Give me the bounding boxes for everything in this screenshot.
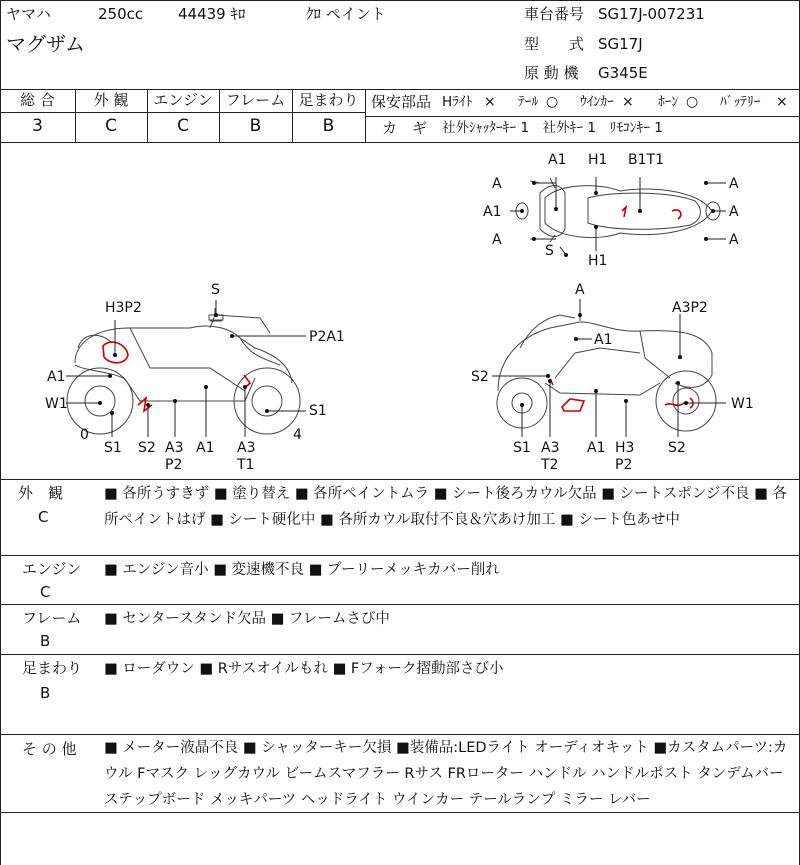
section-label-engine: エンジン	[22, 560, 82, 578]
security-mark-winker: ×	[622, 94, 634, 110]
security-mark-battery: ×	[776, 94, 788, 110]
top-label-a-right-upper: A	[729, 176, 739, 192]
section-grade-frame: B	[40, 632, 51, 650]
top-label-a-right-lower: A	[729, 232, 739, 248]
damage-diagram	[0, 143, 800, 479]
grade-label-engine: エンジン	[153, 91, 213, 109]
damage-mark-right-step	[562, 399, 584, 411]
left-view-scooter	[67, 308, 300, 434]
right-label-a1: A1	[594, 332, 613, 348]
section-grade-suspension: B	[40, 684, 51, 702]
section-grade-exterior: C	[38, 508, 49, 526]
left-label-zero: 0	[80, 427, 89, 443]
frame-no: SG17J-007231	[598, 5, 705, 23]
security-item-tail: ﾃｰﾙ	[518, 94, 539, 110]
color: ｸﾛ ペイント	[306, 5, 386, 23]
right-label-a3: A3	[541, 440, 560, 456]
left-label-p2: P2	[165, 457, 183, 473]
security-item-winker: ｳｲﾝｶｰ	[580, 94, 614, 110]
key-label: カ ギ	[382, 119, 428, 137]
left-label-s2: S2	[138, 440, 156, 456]
section-label-exterior: 外 観	[18, 484, 64, 502]
top-label-h1-bottom: H1	[588, 253, 608, 269]
right-label-a1-bottom: A1	[587, 440, 606, 456]
frame-no-label: 車台番号	[524, 5, 585, 23]
engine-label: 原 動 機	[524, 64, 579, 82]
grade-value-suspension: B	[322, 116, 335, 136]
grade-label-overall: 総 合	[20, 91, 55, 109]
left-label-a3: A3	[165, 440, 184, 456]
section-text-other: ■ メーター液晶不良 ■ シャッターキー欠損 ■装備品:LEDライト オーディオキット ■カスタムパーツ:カウル Fマスク レッグカウル ビームスマフラー Rサス FRローター ハンドル ハンドルポスト タンデムバー ステップボード メッキパーツ ヘッドライト ウインカー テールランプ ミラー レバー	[104, 740, 788, 808]
security-item-horn: ﾎｰﾝ	[658, 94, 679, 110]
section-text-engine: ■ エンジン音小 ■ 変速機不良 ■ プーリーメッキカバー削れ	[104, 562, 500, 578]
grade-value-engine: C	[177, 116, 189, 136]
security-mark-headlight: ×	[484, 94, 496, 110]
right-label-p2: P2	[615, 457, 633, 473]
left-label-p2a1: P2A1	[309, 329, 345, 345]
left-label-s1-right: S1	[309, 403, 327, 419]
key-text: 社外ｼｬｯﾀｰｷｰ 1 社外ｷｰ 1 ﾘﾓｺﾝｷｰ 1	[442, 120, 663, 136]
top-label-a-left-upper: A	[492, 176, 502, 192]
grade-label-frame: フレーム	[225, 91, 286, 109]
top-label-a1-left: A1	[483, 204, 502, 220]
section-label-suspension: 足まわり	[22, 659, 83, 677]
left-label-four: 4	[293, 427, 302, 443]
top-label-a1: A1	[548, 152, 567, 168]
security-item-battery: ﾊﾞｯﾃﾘｰ	[720, 94, 761, 110]
type-label: 型 式	[524, 35, 585, 53]
security-mark-horn: ○	[686, 94, 699, 110]
right-label-t2: T2	[541, 457, 559, 473]
left-label-a1-bottom: A1	[196, 440, 215, 456]
left-label-w1: W1	[45, 396, 68, 412]
grade-value-frame: B	[249, 116, 262, 136]
damage-mark-top-seat	[622, 207, 626, 217]
right-label-s2-bottom: S2	[668, 440, 686, 456]
damage-marks	[103, 207, 693, 411]
section-text-exterior: ■ 各所うすきず ■ 塗り替え ■ 各所ペイントムラ ■ シート後ろカウル欠品 ■ シートスポンジ不良 ■ 各所ペイントはげ ■ シート硬化中 ■ 各所カウル取付不良＆穴あけ加工 ■ シート色あせ中	[104, 486, 787, 528]
top-label-a-left-lower: A	[492, 232, 502, 248]
grade-label-exterior: 外 観	[93, 91, 129, 109]
left-label-a3-bottom: A3	[237, 440, 256, 456]
type-value: SG17J	[598, 35, 643, 53]
section-label-other: そ の 他	[22, 740, 77, 758]
left-label-t1: T1	[237, 457, 255, 473]
security-label: 保安部品	[371, 93, 432, 111]
top-label-h1: H1	[588, 152, 608, 168]
right-label-a: A	[575, 282, 585, 298]
left-label-a1: A1	[47, 369, 66, 385]
top-label-a-right-mid: A	[729, 204, 739, 220]
mileage: 44439 ｷﾛ	[178, 5, 246, 23]
right-label-w1: W1	[731, 396, 754, 412]
section-grade-engine: C	[40, 583, 51, 601]
top-view-scooter	[516, 178, 720, 242]
engine-value: G345E	[598, 64, 648, 82]
grade-value-overall: 3	[32, 116, 43, 136]
grade-label-suspension: 足まわり	[298, 91, 359, 109]
leader-lines	[66, 177, 726, 437]
grade-value-exterior: C	[105, 116, 117, 136]
right-label-s1: S1	[513, 440, 531, 456]
left-label-h3p2: H3P2	[105, 300, 142, 316]
model-name: マグザム	[6, 32, 85, 56]
right-label-s2: S2	[471, 369, 489, 385]
section-label-frame: フレーム	[22, 609, 82, 627]
maker: ヤマハ	[6, 5, 51, 23]
right-label-h3: H3	[615, 440, 635, 456]
section-text-suspension: ■ ローダウン ■ Rサスオイルもれ ■ Fフォーク摺動部さび小	[104, 661, 504, 677]
left-label-s1: S1	[104, 440, 122, 456]
right-view-scooter	[497, 313, 716, 431]
left-label-s: S	[211, 282, 220, 298]
top-label-s: S	[545, 243, 554, 259]
displacement: 250cc	[98, 5, 144, 23]
security-item-headlight: Hﾗｲﾄ	[442, 94, 473, 110]
top-label-b1t1: B1T1	[628, 152, 664, 168]
right-label-a3p2: A3P2	[672, 300, 708, 316]
security-mark-tail: ○	[546, 94, 559, 110]
section-text-frame: ■ センタースタンド欠品 ■ フレームさび中	[104, 611, 390, 627]
leader-dots	[98, 181, 715, 415]
